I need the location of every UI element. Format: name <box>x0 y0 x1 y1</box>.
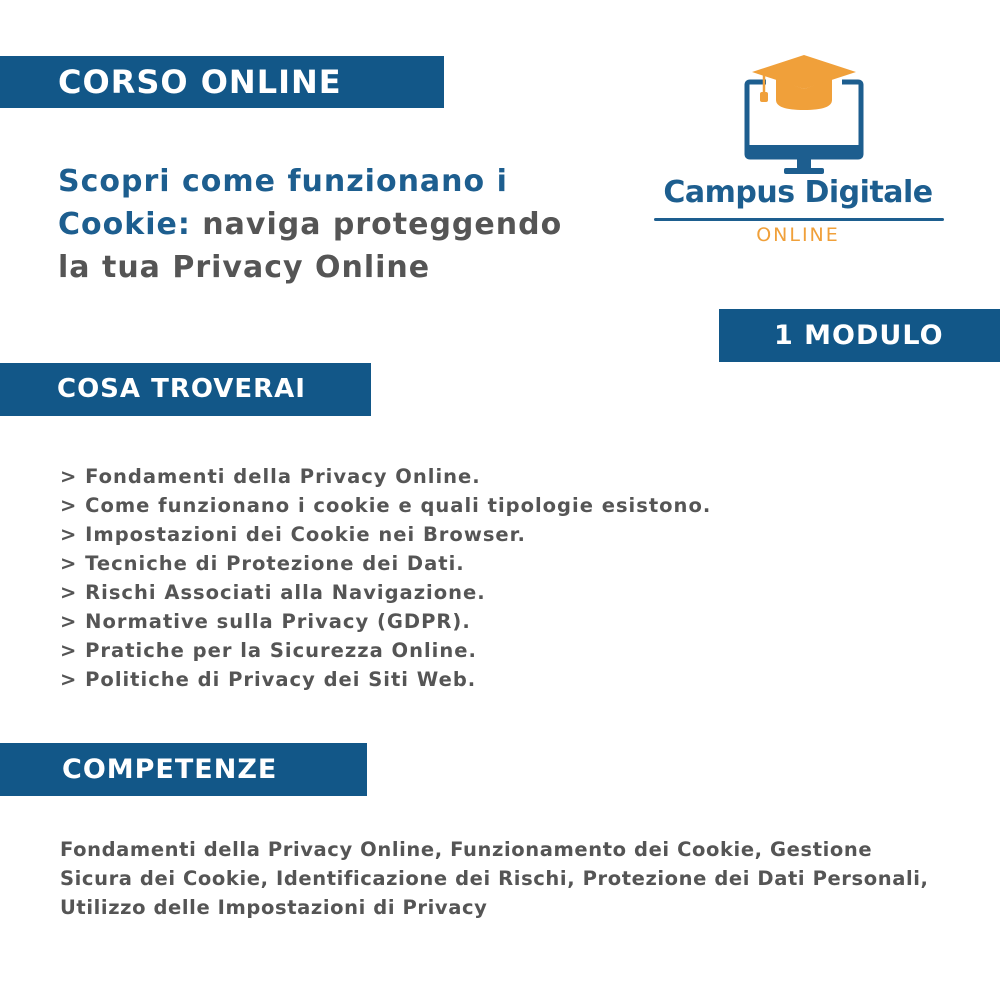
contents-heading: COSA TROVERAI <box>0 363 371 416</box>
course-title-accent: Scopri come funzionano i Cookie: <box>58 164 508 242</box>
list-item: > Politiche di Privacy dei Siti Web. <box>60 668 477 691</box>
list-item: > Pratiche per la Sicurezza Online. <box>60 639 477 662</box>
contents-list <box>60 462 711 694</box>
skills-heading: COMPETENZE <box>0 743 367 796</box>
logo-subtitle: ONLINE <box>756 224 840 246</box>
list-item: > Impostazioni dei Cookie nei Browser. <box>60 523 526 546</box>
course-title-rest: naviga proteggendo la tua Privacy Online <box>58 207 563 285</box>
list-item: > Come funzionano i cookie e quali tipologie esistono. <box>60 494 712 517</box>
logo-name: Campus Digitale <box>663 175 933 210</box>
course-type-banner: CORSO ONLINE <box>0 56 444 108</box>
list-item: > Fondamenti della Privacy Online. <box>60 465 481 488</box>
logo-underline <box>654 218 944 221</box>
skills-text: Fondamenti della Privacy Online, Funzionamento dei Cookie, Gestione Sicura dei Cookie, Identificazione dei Rischi, Protezione dei Dati Personali, Utilizzo delle Impostazioni di Privacy <box>60 838 929 919</box>
list-item: > Normative sulla Privacy (GDPR). <box>60 610 471 633</box>
modules-badge: 1 MODULO <box>719 309 1000 362</box>
monitor-graduation-cap-icon <box>744 52 864 177</box>
course-title <box>58 160 598 289</box>
list-item: > Rischi Associati alla Navigazione. <box>60 581 486 604</box>
list-item: > Tecniche di Protezione dei Dati. <box>60 552 465 575</box>
campus-digitale-logo <box>648 52 948 252</box>
